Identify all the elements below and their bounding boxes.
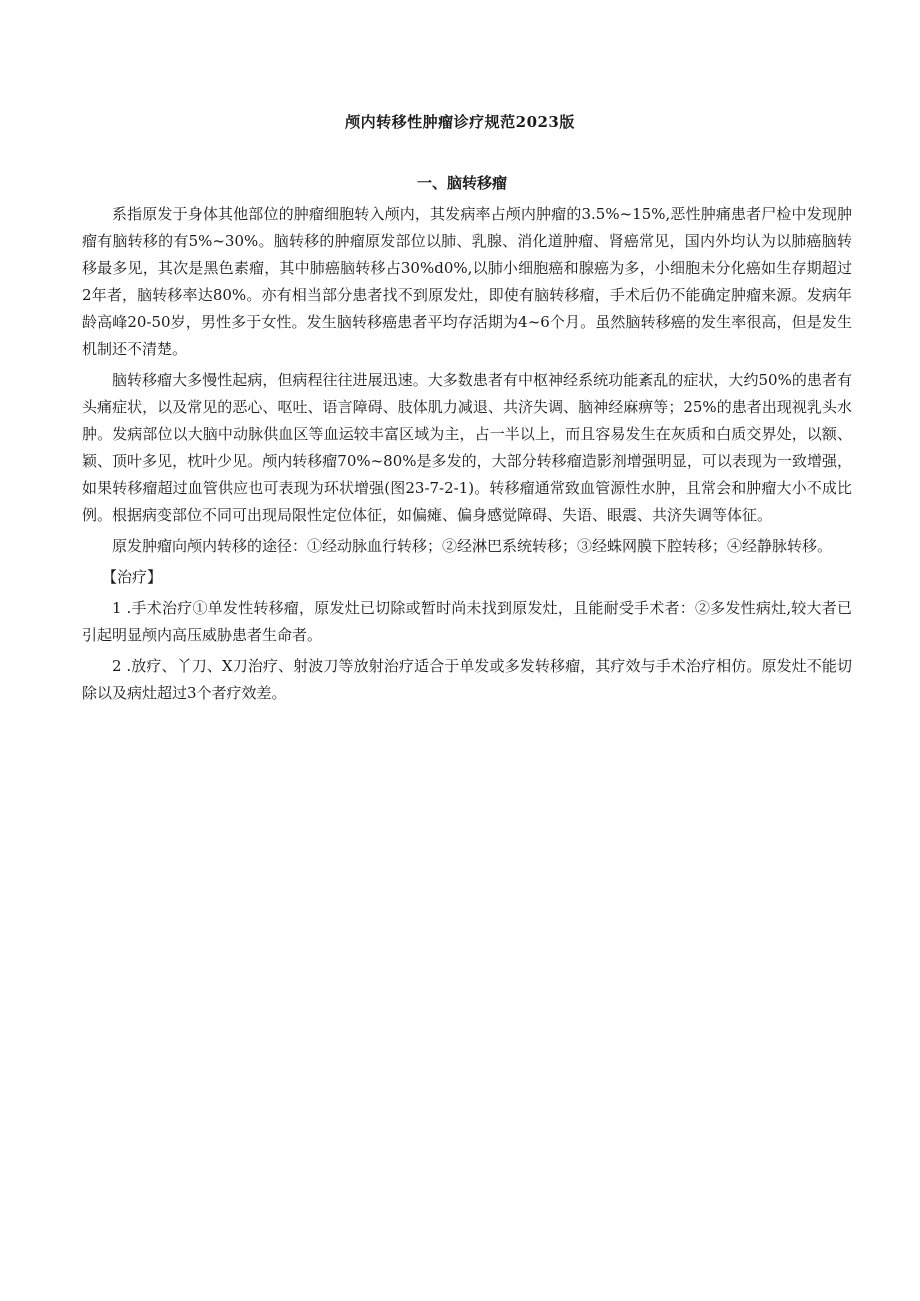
treatment-item-radiotherapy: 2 .放疗、丫刀、X刀治疗、射波刀等放射治疗适合于单发或多发转移瘤，其疗效与手术治疗相仿。原发灶不能切除以及病灶超过3个者疗效差。 <box>82 657 852 702</box>
document-title: 颅内转移性肿瘤诊疗规范2023版 <box>345 113 575 131</box>
paragraph-symptoms: 脑转移瘤大多慢性起病，但病程往往进展迅速。大多数患者有中枢神经系统功能紊乱的症状，大约50%的患者有头痛症状，以及常见的恶心、呕吐、语言障碍、肢体肌力减退、共济失调、脑神经麻痹等；25%的患者出现视乳头水肿。发病部位以大脑中动脉供血区等血运较丰富区域为主，占一半以上，而且容易发生在灰质和白质交界处，以额、颖、顶叶多见，枕叶少见。颅内转移瘤70%~80%是多发的，大部分转移瘤造影剂增强明显，可以表现为一致增强，如果转移瘤超过血管供应也可表现为环状增强(图23-7-2-1)。转移瘤通常致血管源性水肿，且常会和肿瘤大小不成比例。根据病变部位不同可出现局限性定位体征，如偏瘫、偏身感觉障碍、失语、眼震、共济失调等体征。 <box>82 371 852 524</box>
section-heading: 一、脑转移瘤 <box>416 174 507 192</box>
document-body <box>82 201 852 707</box>
treatment-heading: 【治疗】 <box>102 568 163 586</box>
paragraph-routes: 原发肿瘤向颅内转移的途径：①经动脉血行转移；②经淋巴系统转移；③经蛛网膜下腔转移；④经静脉转移。 <box>112 537 833 555</box>
paragraph-definition: 系指原发于身体其他部位的肿瘤细胞转入颅内，其发病率占颅内肿瘤的3.5%~15%,恶性肿痛患者尸检中发现肿瘤有脑转移的有5%~30%。脑转移的肿瘤原发部位以肺、乳腺、消化道肿瘤、肾癌常见，国内外均认为以肺癌脑转移最多见，其次是黑色素瘤，其中肺癌脑转移占30%d0%,以肺小细胞癌和腺癌为多，小细胞未分化癌如生存期超过2年者，脑转移率达80%。亦有相当部分患者找不到原发灶，即使有脑转移瘤，手术后仍不能确定肿瘤来源。发病年龄高峰20-50岁，男性多于女性。发生脑转移癌患者平均存活期为4~6个月。虽然脑转移癌的发生率很高，但是发生机制还不清楚。 <box>82 205 852 358</box>
treatment-item-surgery: 1 .手术治疗①单发性转移瘤，原发灶已切除或暂时尚未找到原发灶，且能耐受手术者：②多发性病灶,较大者已引起明显颅内高压威胁患者生命者。 <box>82 599 852 644</box>
